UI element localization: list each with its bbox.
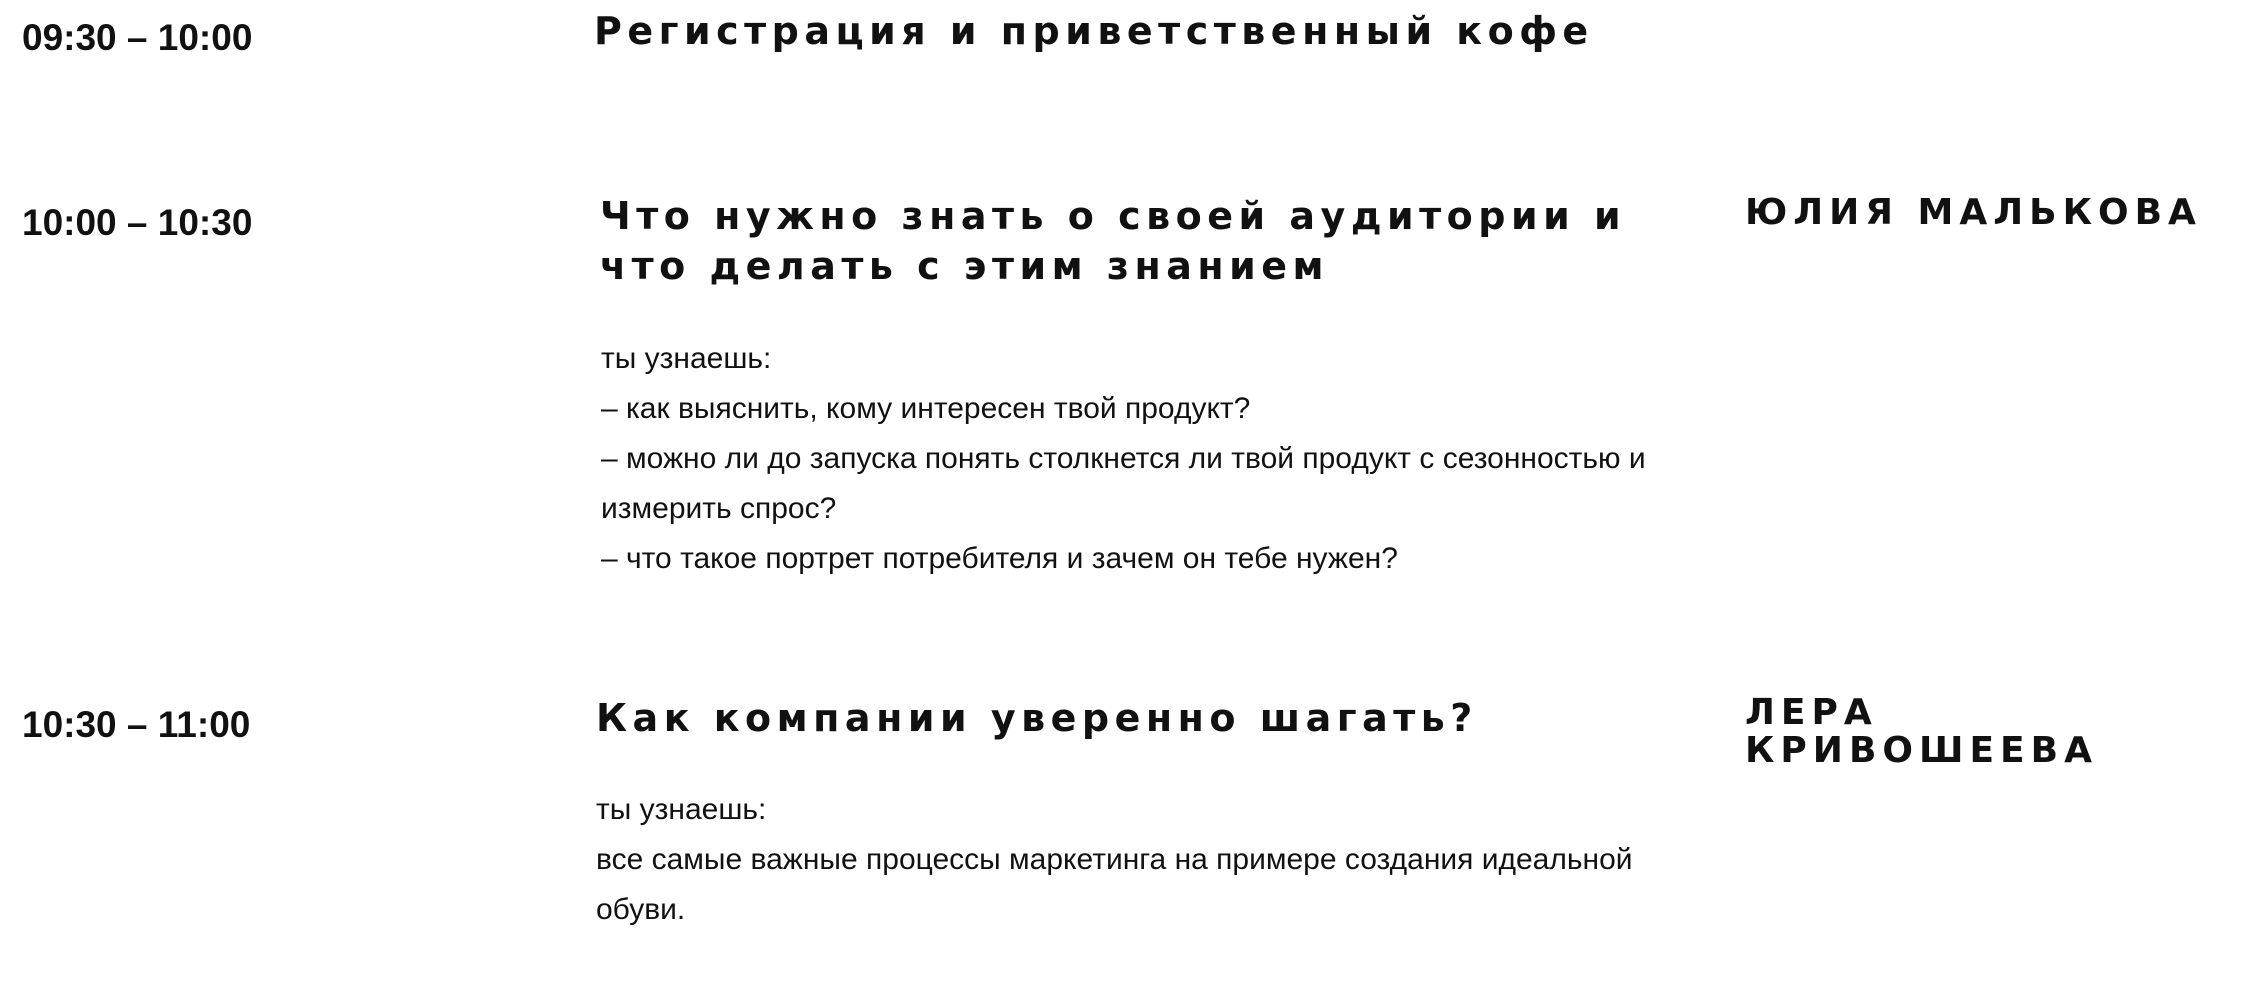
session-description bbox=[601, 334, 1646, 584]
description-intro: ты узнаешь: bbox=[601, 342, 772, 375]
description-line: измерить спрос? bbox=[601, 492, 837, 525]
session-time: 10:00 – 10:30 bbox=[22, 202, 253, 243]
session-title: Что нужно знать о своей аудитории и что делать с этим знанием bbox=[600, 194, 1627, 288]
session-title: Регистрация и приветственный кофе bbox=[594, 9, 1594, 53]
description-line: – что такое портрет потребителя и зачем он тебе нужен? bbox=[601, 542, 1398, 575]
description-line: все самые важные процессы маркетинга на примере создания идеальной bbox=[596, 843, 1633, 876]
speaker-name-line: КРИВОШЕЕВА bbox=[1745, 730, 2098, 771]
description-line: – можно ли до запуска понять столкнется ли твой продукт с сезонностью и bbox=[601, 442, 1646, 475]
description-line: обуви. bbox=[596, 893, 686, 926]
session-time: 10:30 – 11:00 bbox=[22, 704, 251, 745]
session-description bbox=[596, 785, 1633, 935]
speaker-name bbox=[1745, 694, 2098, 770]
description-line: – как выяснить, кому интересен твой продукт? bbox=[601, 392, 1251, 425]
description-intro: ты узнаешь: bbox=[596, 793, 767, 826]
speaker-name-line: ЛЕРА bbox=[1745, 692, 1878, 733]
speaker-name-line: ЮЛИЯ МАЛЬКОВА bbox=[1745, 192, 2202, 233]
speaker-name bbox=[1745, 194, 2202, 232]
session-title: Как компании уверенно шагать? bbox=[596, 696, 1478, 740]
session-time: 09:30 – 10:00 bbox=[22, 17, 253, 58]
